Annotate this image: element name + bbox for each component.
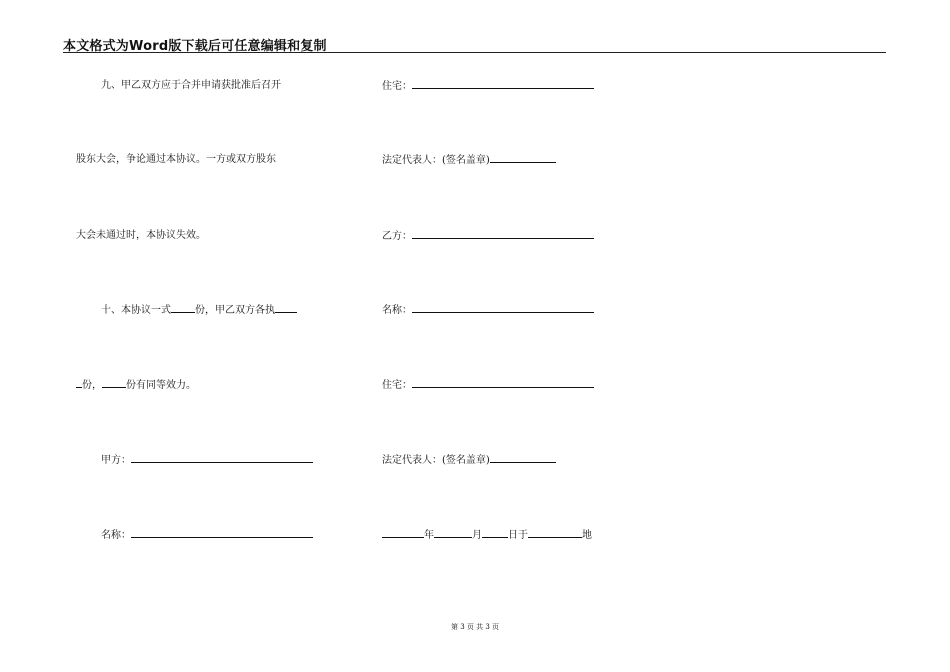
party-a-name-row bbox=[101, 528, 313, 543]
address-label-2: 住宅： bbox=[382, 380, 412, 391]
party-a-blank bbox=[131, 453, 313, 463]
legal-rep-blank-2 bbox=[490, 453, 556, 463]
place-blank bbox=[528, 528, 582, 538]
clause-9-line-1: 九、甲乙双方应于合并申请获批准后召开 bbox=[101, 80, 281, 91]
year-blank bbox=[382, 528, 424, 538]
address-label-1: 住宅： bbox=[382, 81, 412, 92]
party-a-legal-rep-row bbox=[382, 153, 556, 168]
place-label: 地 bbox=[582, 530, 592, 541]
party-a-label: 甲方： bbox=[101, 455, 131, 466]
copies-each-blank bbox=[275, 303, 297, 313]
party-a-name-label: 名称： bbox=[101, 530, 131, 541]
party-b-name-blank bbox=[412, 303, 594, 313]
party-b-name-row bbox=[382, 303, 594, 318]
clause-10-text-a: 十、本协议一式 bbox=[101, 305, 171, 316]
address-blank-2 bbox=[412, 378, 594, 388]
copies-total-blank bbox=[171, 303, 195, 313]
page-footer: 第 3 页 共 3 页 bbox=[450, 623, 500, 631]
header-title: 本文格式为Word版下载后可任意编辑和复制 bbox=[63, 39, 327, 54]
legal-rep-label-1: 法定代表人：(签名盖章) bbox=[382, 155, 490, 166]
party-a-name-blank bbox=[131, 528, 313, 538]
party-a-address-row bbox=[382, 79, 594, 94]
copies-filed-blank bbox=[102, 378, 126, 388]
page-header bbox=[63, 34, 886, 53]
clause-10-line-2 bbox=[76, 378, 196, 393]
signing-date-row bbox=[382, 528, 592, 543]
clause-9-line-3: 大会未通过时，本协议失效。 bbox=[76, 230, 206, 241]
legal-rep-label-2: 法定代表人：(签名盖章) bbox=[382, 455, 490, 466]
party-b-label: 乙方： bbox=[382, 231, 412, 242]
clause-10-text-d: 份有同等效力。 bbox=[126, 380, 196, 391]
clause-10-text-b: 份，甲乙双方各执 bbox=[195, 305, 275, 316]
clause-10-line-1 bbox=[101, 303, 297, 318]
address-blank-1 bbox=[412, 79, 594, 89]
party-a-row bbox=[101, 453, 313, 468]
year-label: 年 bbox=[424, 530, 434, 541]
legal-rep-blank-1 bbox=[490, 153, 556, 163]
party-b-blank bbox=[412, 229, 594, 239]
month-blank bbox=[434, 528, 472, 538]
clause-10-text-c: 份， bbox=[82, 380, 102, 391]
day-blank bbox=[482, 528, 508, 538]
party-b-row bbox=[382, 229, 594, 244]
party-b-legal-rep-row bbox=[382, 453, 556, 468]
clause-9-line-2: 股东大会，争论通过本协议。一方或双方股东 bbox=[76, 154, 276, 165]
party-b-address-row bbox=[382, 378, 594, 393]
month-label: 月 bbox=[472, 530, 482, 541]
party-b-name-label: 名称： bbox=[382, 305, 412, 316]
day-label: 日于 bbox=[508, 530, 528, 541]
